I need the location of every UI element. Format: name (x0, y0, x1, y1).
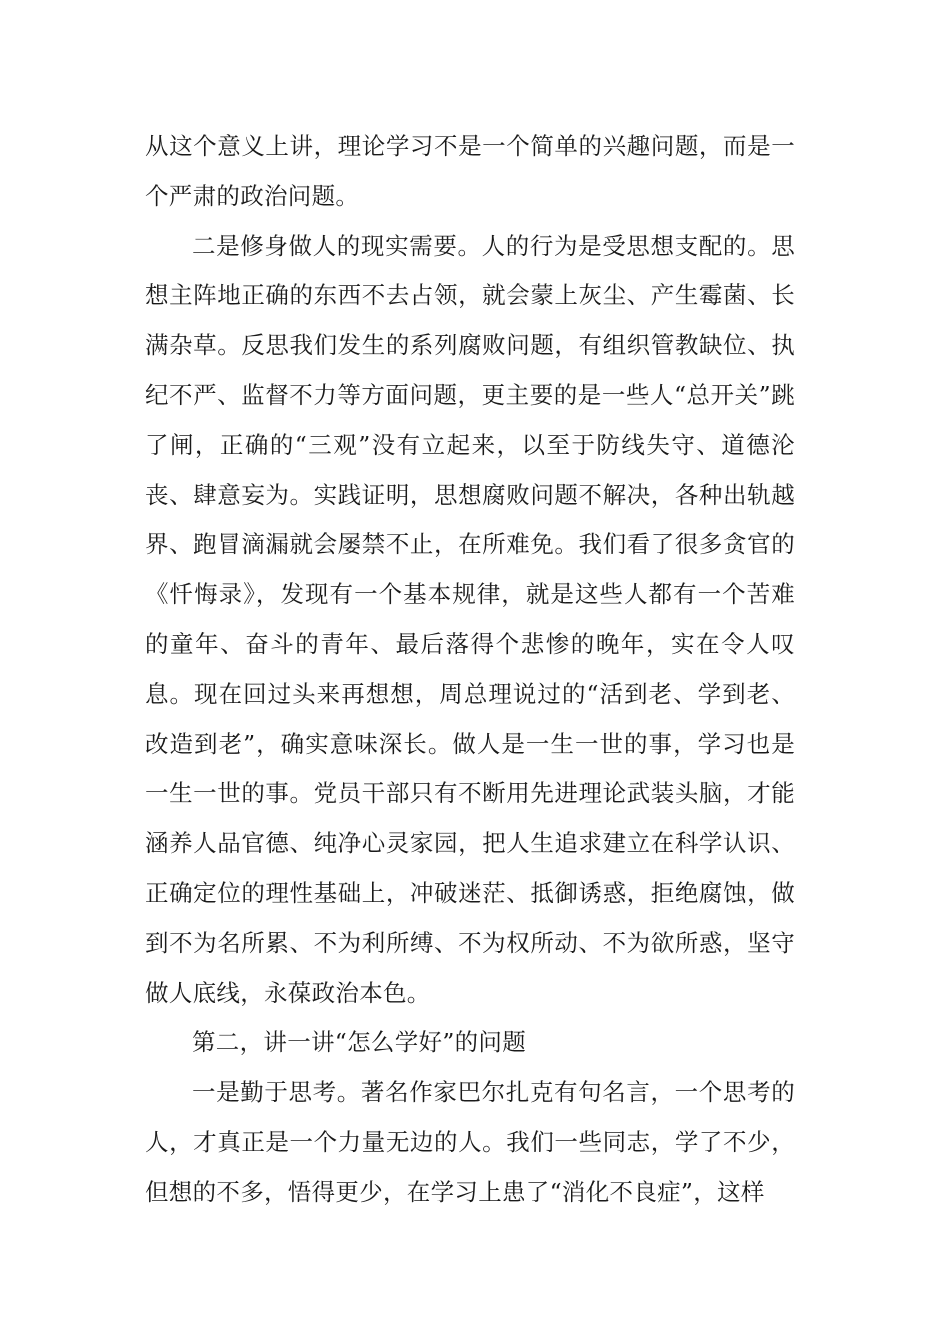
paragraph-2: 二是修身做人的现实需要。人的行为是受思想支配的。思想主阵地正确的东西不去占领，就会蒙上灰尘、产生霉菌、长满杂草。反思我们发生的系列腐败问题，有组织管教缺位、执纪不严、监督不力等方面问题，更主要的是一些人“总开关”跳了闸，正确的“三观”没有立起来，以至于防线失守、道德沦丧、肆意妄为。实践证明，思想腐败问题不解决，各种出轨越界、跑冒滴漏就会屡禁不止，在所难免。我们看了很多贪官的《忏悔录》，发现有一个基本规律，就是这些人都有一个苦难的童年、奋斗的青年、最后落得个悲惨的晚年，实在令人叹息。现在回过头来再想想，周总理说过的“活到老、学到老、改造到老”，确实意味深长。做人是一生一世的事，学习也是一生一世的事。党员干部只有不断用先进理论武装头脑，才能涵养人品官德、纯净心灵家园，把人生追求建立在科学认识、正确定位的理性基础上，冲破迷茫、抵御诱惑，拒绝腐蚀，做到不为名所累、不为利所缚、不为权所动、不为欲所惑，坚守做人底线，永葆政治本色。 (145, 231, 795, 1007)
section-heading: 第二，讲一讲“怎么学好”的问题 (192, 1028, 527, 1057)
document-body (145, 122, 795, 1218)
paragraph-1: 从这个意义上讲，理论学习不是一个简单的兴趣问题，而是一个严肃的政治问题。 (145, 132, 795, 210)
paragraph-3: 一是勤于思考。著名作家巴尔扎克有句名言，一个思考的人，才真正是一个力量无边的人。我们一些同志，学了不少，但想的不多，悟得更少，在学习上患了“消化不良症”，这样 (145, 1078, 795, 1206)
